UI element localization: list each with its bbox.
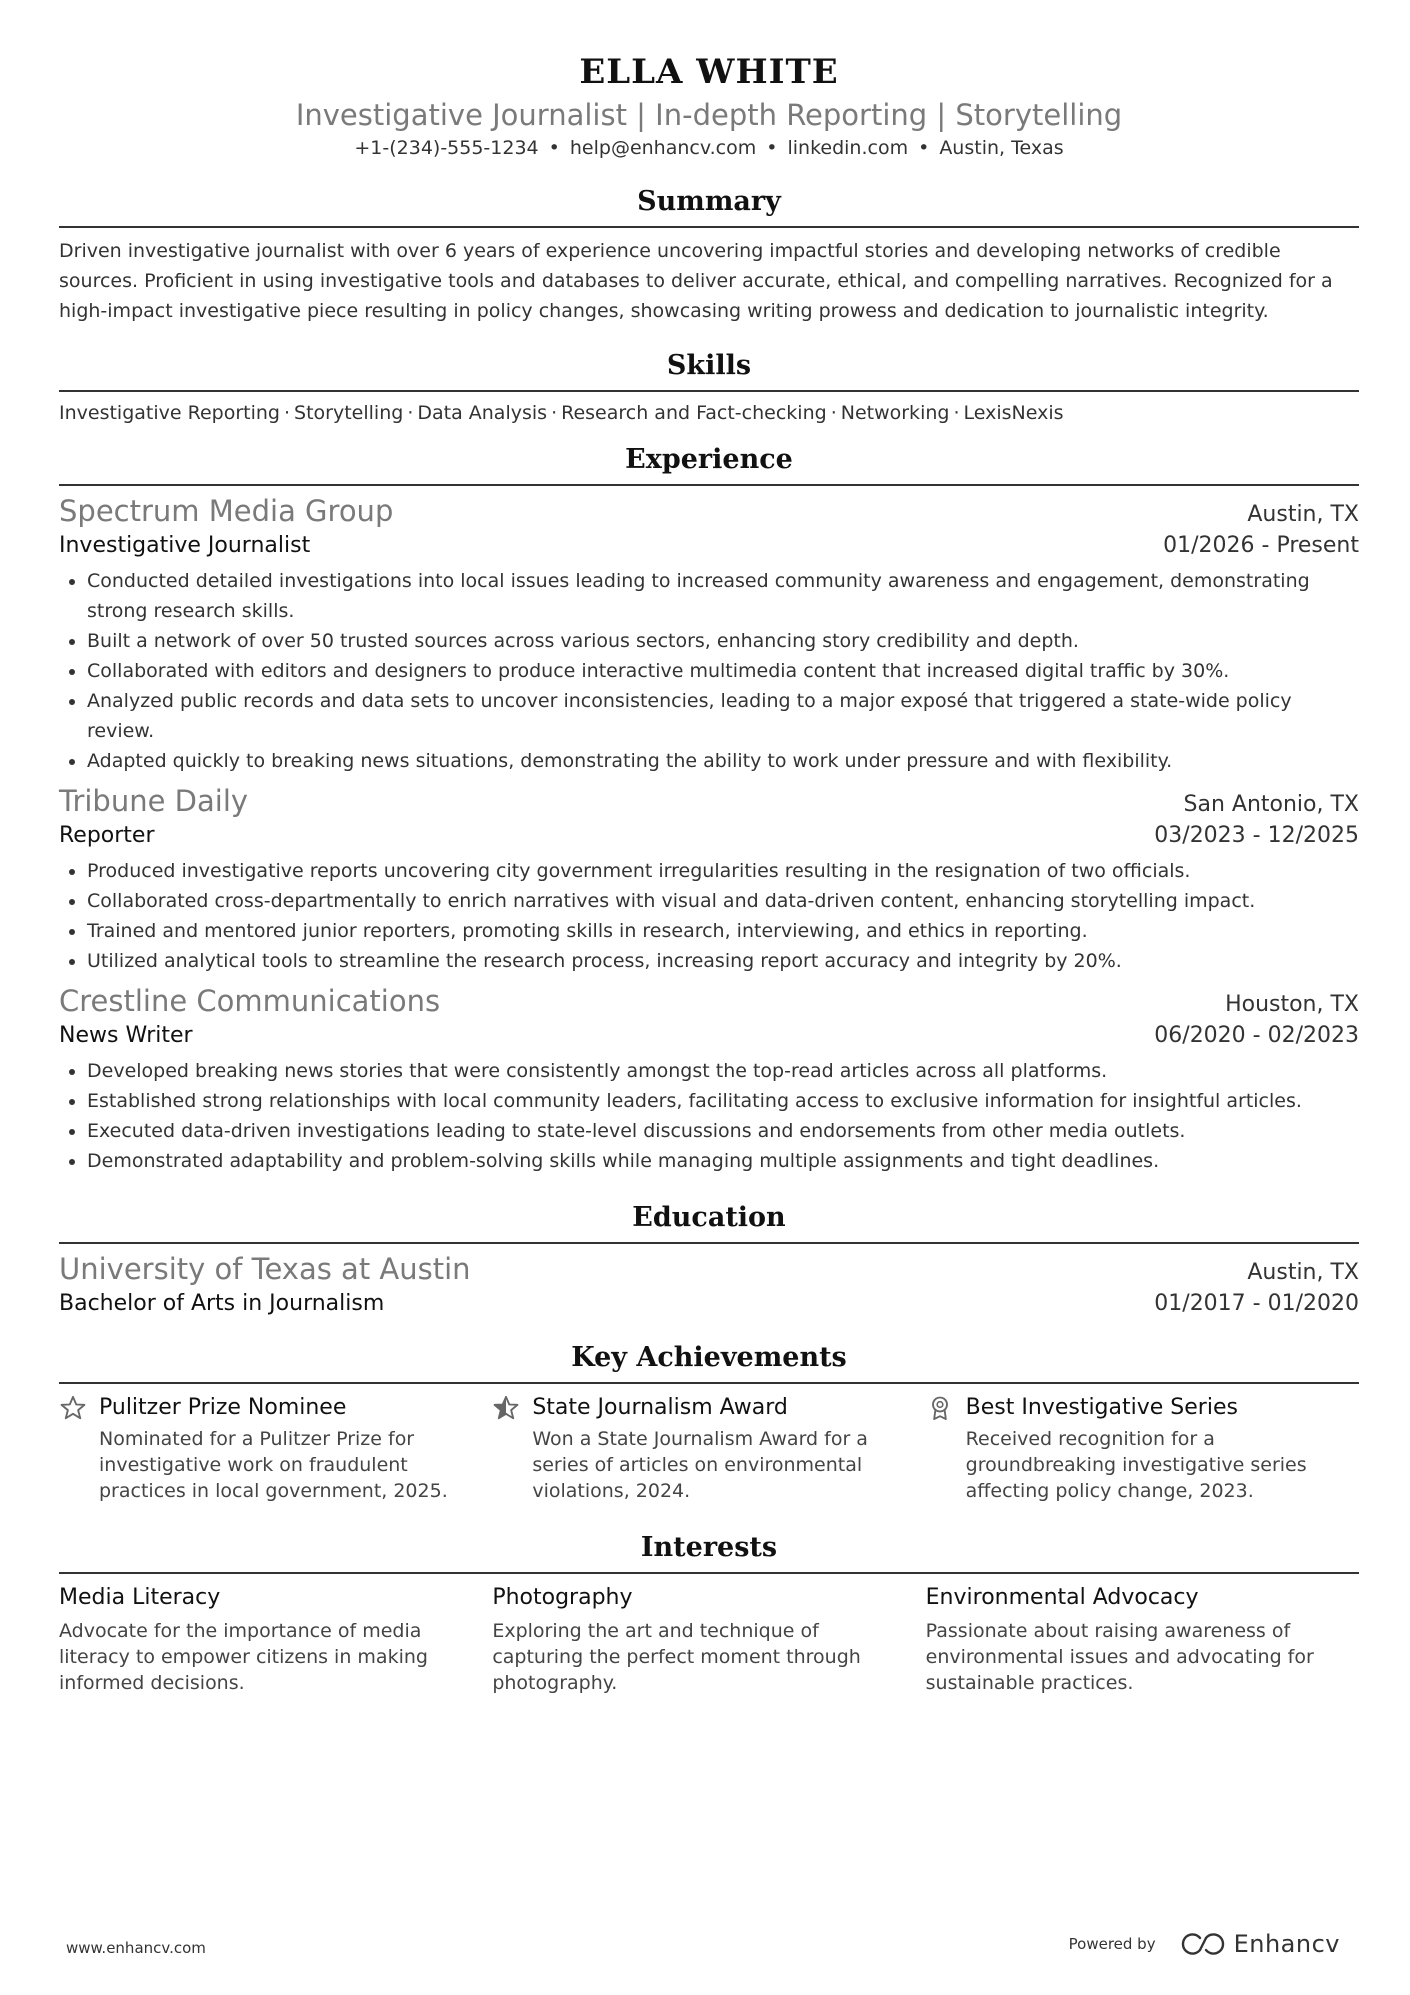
- interest-title: Media Literacy: [59, 1585, 221, 1610]
- job-bullet: • Trained and mentored junior reporters, promoting skills in research, interviewing, and ethics in reporting.: [87, 916, 1359, 946]
- job-entry: [59, 492, 1359, 776]
- job-title: News Writer: [59, 1023, 193, 1048]
- skill-item: Investigative Reporting: [59, 402, 280, 424]
- interest-title: Photography: [492, 1585, 633, 1610]
- achievement-title: State Journalism Award: [532, 1395, 788, 1420]
- interest-title: Environmental Advocacy: [925, 1585, 1199, 1610]
- skill-item: Storytelling: [294, 402, 404, 424]
- summary-text: Driven investigative journalist with over 6 years of experience uncovering impactful stories and developing networks of credible sources. Proficient in using investigative tools and databases to deliver accurate, ethical, and compelling narratives. Recognized for a high-impact investigative piece resulting in policy changes, showcasing writing prowess and dedication to journalistic integrity.: [59, 240, 1333, 322]
- degree: Bachelor of Arts in Journalism: [59, 1291, 385, 1316]
- powered-by-label: Powered by: [1068, 1935, 1156, 1953]
- bullet-separator: •: [918, 137, 930, 159]
- job-dates: 03/2023 - 12/2025: [1154, 823, 1359, 848]
- achievements-heading: Key Achievements: [59, 1340, 1359, 1384]
- education-heading: Education: [59, 1200, 1359, 1244]
- job-bullet: • Produced investigative reports uncovering city government irregularities resulting in the resignation of two officials.: [87, 856, 1359, 886]
- candidate-name: ELLA WHITE: [579, 52, 839, 92]
- interest-item: [59, 1582, 492, 1696]
- job-title: Reporter: [59, 823, 155, 848]
- interests-grid: [59, 1582, 1359, 1696]
- job-bullet: • Collaborated with editors and designers to produce interactive multimedia content that increased digital traffic by 30%.: [87, 656, 1359, 686]
- job-dates: 01/2026 - Present: [1163, 533, 1359, 558]
- star-half-icon: [492, 1394, 520, 1422]
- job-dates: 06/2020 - 02/2023: [1154, 1023, 1359, 1048]
- tagline: Investigative Journalist | In-depth Reporting | Storytelling: [295, 98, 1123, 132]
- achievement-item: [926, 1392, 1359, 1504]
- achievement-desc: Received recognition for a groundbreaking investigative series affecting policy change, 2023.: [965, 1428, 1307, 1502]
- job-title: Investigative Journalist: [59, 533, 311, 558]
- job-location: Houston, TX: [1225, 992, 1359, 1017]
- footer-website-link[interactable]: www.enhancv.com: [66, 1939, 206, 1957]
- job-entry: [59, 982, 1359, 1176]
- interest-item: [926, 1582, 1359, 1696]
- star-outline-icon: [59, 1394, 87, 1422]
- award-medal-icon: [926, 1394, 954, 1422]
- interest-desc: Exploring the art and technique of capturing the perfect moment through photography.: [492, 1620, 861, 1694]
- job-bullet: • Utilized analytical tools to streamline the research process, increasing report accuracy and integrity by 20%.: [87, 946, 1359, 976]
- achievement-desc: Won a State Journalism Award for a series of articles on environmental violations, 2024.: [532, 1428, 868, 1502]
- phone: +1-(234)-555-1234: [354, 137, 539, 159]
- job-location: San Antonio, TX: [1183, 792, 1359, 817]
- skill-item: Networking: [840, 402, 950, 424]
- linkedin-link[interactable]: linkedin.com: [787, 137, 909, 159]
- footer-branding: [1069, 1930, 1340, 1958]
- skills-list: Investigative Reporting · Storytelling · Data Analysis · Research and Fact-checking · Networking · LexisNexis: [59, 402, 1064, 424]
- job-entry: [59, 782, 1359, 976]
- job-bullet: • Executed data-driven investigations leading to state-level discussions and endorsements from other media outlets.: [87, 1116, 1359, 1146]
- achievement-item: [59, 1392, 492, 1504]
- interest-desc: Advocate for the importance of media literacy to empower citizens in making informed decisions.: [59, 1620, 428, 1694]
- bullet-separator: •: [548, 137, 560, 159]
- experience-heading: Experience: [59, 442, 1359, 486]
- job-bullet: • Analyzed public records and data sets to uncover inconsistencies, leading to a major exposé that triggered a state-wide policy review.: [87, 686, 1359, 746]
- job-bullet: • Demonstrated adaptability and problem-solving skills while managing multiple assignments and tight deadlines.: [87, 1146, 1359, 1176]
- bullet-separator: •: [766, 137, 778, 159]
- skill-item: Research and Fact-checking: [561, 402, 827, 424]
- achievement-desc: Nominated for a Pulitzer Prize for investigative work on fraudulent practices in local government, 2025.: [99, 1428, 448, 1502]
- education-entry: [59, 1250, 1359, 1320]
- resume-page: [59, 0, 1359, 1696]
- achievement-title: Best Investigative Series: [965, 1395, 1238, 1420]
- achievement-item: [492, 1392, 925, 1504]
- enhancv-logo-icon: [1180, 1932, 1226, 1956]
- company-name: Crestline Communications: [59, 984, 441, 1018]
- school-location: Austin, TX: [1247, 1260, 1359, 1285]
- job-bullet: • Built a network of over 50 trusted sources across various sectors, enhancing story credibility and depth.: [87, 626, 1359, 656]
- interest-item: [492, 1582, 925, 1696]
- company-name: Tribune Daily: [59, 784, 249, 818]
- summary-heading: Summary: [59, 184, 1359, 228]
- interests-heading: Interests: [59, 1530, 1359, 1574]
- skill-item: LexisNexis: [963, 402, 1064, 424]
- achievements-grid: [59, 1392, 1359, 1504]
- job-bullet: • Collaborated cross-departmentally to enrich narratives with visual and data-driven content, enhancing storytelling impact.: [87, 886, 1359, 916]
- email: help@enhancv.com: [569, 137, 757, 159]
- skills-heading: Skills: [59, 348, 1359, 392]
- skill-item: Data Analysis: [417, 402, 548, 424]
- location: Austin, Texas: [939, 137, 1064, 159]
- brand-name[interactable]: Enhancv: [1233, 1930, 1340, 1958]
- job-bullet: • Conducted detailed investigations into local issues leading to increased community awareness and engagement, demonstrating strong research skills.: [87, 566, 1359, 626]
- company-name: Spectrum Media Group: [59, 494, 394, 528]
- achievement-title: Pulitzer Prize Nominee: [99, 1395, 347, 1420]
- interest-desc: Passionate about raising awareness of environmental issues and advocating for sustainable practices.: [925, 1620, 1314, 1694]
- job-bullet: • Developed breaking news stories that were consistently amongst the top-read articles across all platforms.: [87, 1056, 1359, 1086]
- job-bullet: • Adapted quickly to breaking news situations, demonstrating the ability to work under pressure and with flexibility.: [87, 746, 1359, 776]
- contact-line: [59, 134, 1359, 162]
- education-dates: 01/2017 - 01/2020: [1154, 1291, 1359, 1316]
- job-location: Austin, TX: [1247, 502, 1359, 527]
- job-bullet: • Established strong relationships with local community leaders, facilitating access to exclusive information for insightful articles.: [87, 1086, 1359, 1116]
- school-name: University of Texas at Austin: [59, 1252, 471, 1286]
